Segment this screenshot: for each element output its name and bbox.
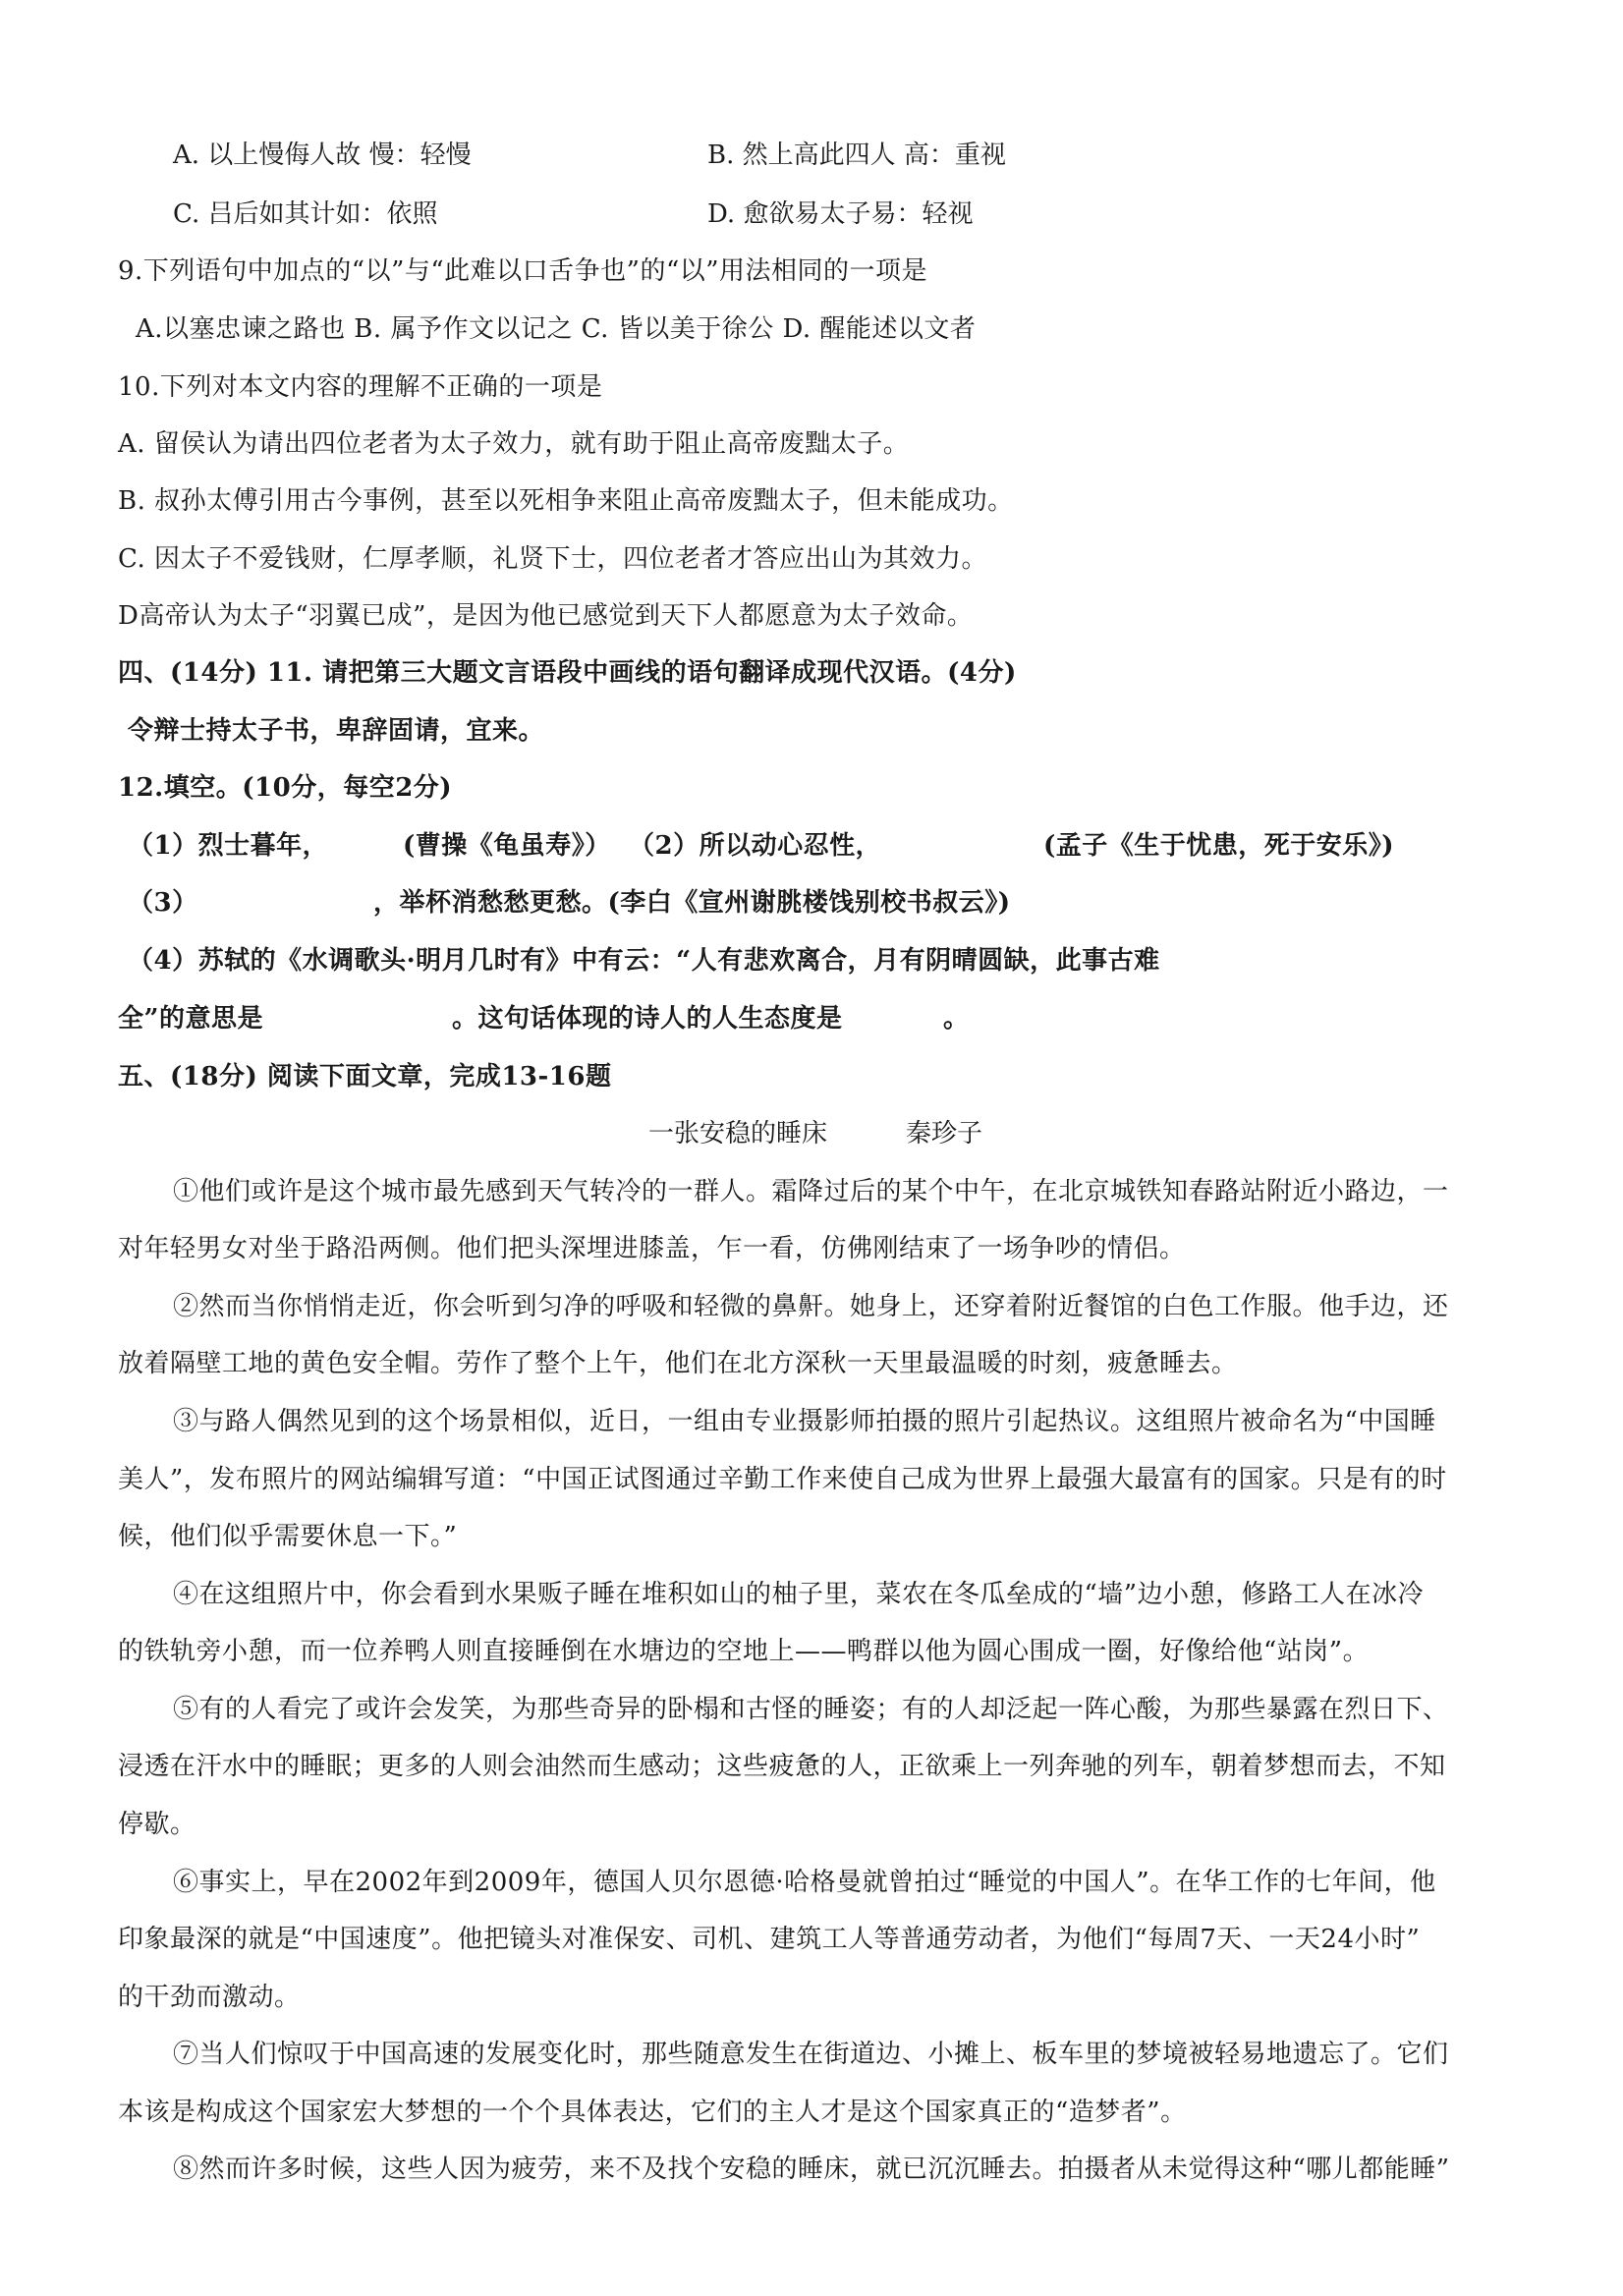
article-line: ⑥事实上，早在2002年到2009年，德国人贝尔恩德·哈格曼就曾拍过“睡觉的中国人”。在华工作的七年间，他 bbox=[173, 1868, 1436, 1897]
q12-blank-5-prompt: 。这句话体现的诗人的人生态度是 bbox=[452, 1004, 843, 1034]
q10-option-c: C. 因太子不爱钱财，仁厚孝顺，礼贤下士，四位老者才答应出山为其效力。 bbox=[118, 544, 987, 574]
article-line: 候，他们似乎需要休息一下。” bbox=[118, 1522, 458, 1551]
section5-heading: 五、(18分) 阅读下面文章，完成13-16题 bbox=[118, 1062, 612, 1092]
q12-stem: 12.填空。(10分，每空2分) bbox=[118, 773, 453, 803]
article-line: 本该是构成这个国家宏大梦想的一个个具体表达，它们的主人才是这个国家真正的“造梦者”。 bbox=[118, 2098, 1187, 2127]
article-line: 放着隔壁工地的黄色安全帽。劳作了整个上午，他们在北方深秋一天里最温暖的时刻，疲惫睡去。 bbox=[118, 1349, 1238, 1378]
q12-blank-3-prompt: （3） bbox=[128, 888, 198, 918]
article-line: 的干劲而激动。 bbox=[118, 1983, 301, 2012]
article-line: 浸透在汗水中的睡眠；更多的人则会油然而生感动；这些疲惫的人，正欲乘上一列奔驰的列车，朝着梦想而去，不知 bbox=[118, 1752, 1446, 1781]
article-line: ②然而当你悄悄走近，你会听到匀净的呼吸和轻微的鼻鼾。她身上，还穿着附近餐馆的白色工作服。他手边，还 bbox=[173, 1292, 1449, 1321]
article-line: ⑤有的人看完了或许会发笑，为那些奇异的卧榻和古怪的睡姿；有的人却泛起一阵心酸，为那些暴露在烈日下、 bbox=[173, 1695, 1449, 1724]
article-line: 停歇。 bbox=[118, 1810, 196, 1839]
article-line: ⑧然而许多时候，这些人因为疲劳，来不及找个安稳的睡床，就已沉沉睡去。拍摄者从未觉得这种“哪儿都能睡” bbox=[173, 2155, 1450, 2184]
article-line: 的铁轨旁小憩，而一位养鸭人则直接睡倒在水塘边的空地上——鸭群以他为圆心围成一圈，好像给他“站岗”。 bbox=[118, 1637, 1370, 1666]
section4-heading: 四、(14分) 11. 请把第三大题文言语段中画线的语句翻译成现代汉语。(4分) bbox=[118, 658, 1017, 688]
article-line: ①他们或许是这个城市最先感到天气转冷的一群人。霜降过后的某个中午，在北京城铁知春路站附近小路边，一 bbox=[173, 1177, 1449, 1206]
q12-blank-4-prompt: （4）苏轼的《水调歌头·明月几时有》中有云：“人有悲欢离合，月有阴晴圆缺，此事古难 bbox=[128, 946, 1160, 976]
article-line: ③与路人偶然见到的这个场景相似，近日，一组由专业摄影师拍摄的照片引起热议。这组照片被命名为“中国睡 bbox=[173, 1407, 1436, 1436]
q8-option-b: B. 然上高此四人 高：重视 bbox=[707, 140, 1006, 170]
q8-option-a: A. 以上慢侮人故 慢：轻慢 bbox=[173, 140, 472, 170]
q8-option-c: C. 吕后如其计如：依照 bbox=[173, 199, 438, 229]
q9-options: A.以塞忠谏之路也 B. 属予作文以记之 C. 皆以美于徐公 D. 醒能述以文者 bbox=[136, 314, 977, 344]
q9-stem: 9.下列语句中加点的“以”与“此难以口舌争也”的“以”用法相同的一项是 bbox=[118, 256, 928, 286]
q12-blank-4-continued: 全”的意思是 bbox=[118, 1004, 263, 1034]
article-line: ⑦当人们惊叹于中国高速的发展变化时，那些随意发生在街道边、小摊上、板车里的梦境被轻易地遗忘了。它们 bbox=[173, 2040, 1449, 2069]
q10-stem: 10.下列对本文内容的理解不正确的一项是 bbox=[118, 372, 603, 402]
q12-end-mark: 。 bbox=[943, 1004, 970, 1034]
article-title: 一张安稳的睡床 bbox=[648, 1119, 828, 1148]
q12-blank-2-prompt: （2）所以动心忍性， bbox=[629, 831, 882, 861]
q12-blank-3-source: ，举杯消愁愁更愁。(李白《宣州谢朓楼饯别校书叔云》) bbox=[373, 888, 1011, 918]
q10-option-a: A. 留侯认为请出四位老者为太子效力，就有助于阻止高帝废黜太子。 bbox=[118, 429, 910, 459]
q10-option-d: D高帝认为太子“羽翼已成”，是因为他已感觉到天下人都愿意为太子效命。 bbox=[118, 601, 974, 631]
translation-sentence: 令辩士持太子书，卑辞固请，宜来。 bbox=[128, 716, 545, 746]
q8-option-d: D. 愈欲易太子易：轻视 bbox=[707, 199, 974, 229]
article-line: 对年轻男女对坐于路沿两侧。他们把头深埋进膝盖，乍一看，仿佛刚结束了一场争吵的情侣。 bbox=[118, 1234, 1186, 1263]
q12-blank-1-source: (曹操《龟虽寿》） bbox=[403, 831, 611, 861]
article-line: 印象最深的就是“中国速度”。他把镜头对准保安、司机、建筑工人等普通劳动者，为他们“每周7天、一天24小时” bbox=[118, 1925, 1421, 1954]
article-line: ④在这组照片中，你会看到水果贩子睡在堆积如山的柚子里，菜农在冬瓜垒成的“墙”边小憩，修路工人在冰冷 bbox=[173, 1580, 1425, 1609]
q12-blank-1-prompt: （1）烈士暮年， bbox=[128, 831, 329, 861]
q10-option-b: B. 叔孙太傅引用古今事例，甚至以死相争来阻止高帝废黜太子，但未能成功。 bbox=[118, 486, 1014, 516]
q12-blank-2-source: (孟子《生于忧患，死于安乐》) bbox=[1043, 831, 1395, 861]
article-author: 秦珍子 bbox=[906, 1119, 983, 1148]
article-line: 美人”，发布照片的网站编辑写道：“中国正试图通过辛勤工作来使自己成为世界上最强大最富有的国家。只是有的时 bbox=[118, 1465, 1447, 1494]
